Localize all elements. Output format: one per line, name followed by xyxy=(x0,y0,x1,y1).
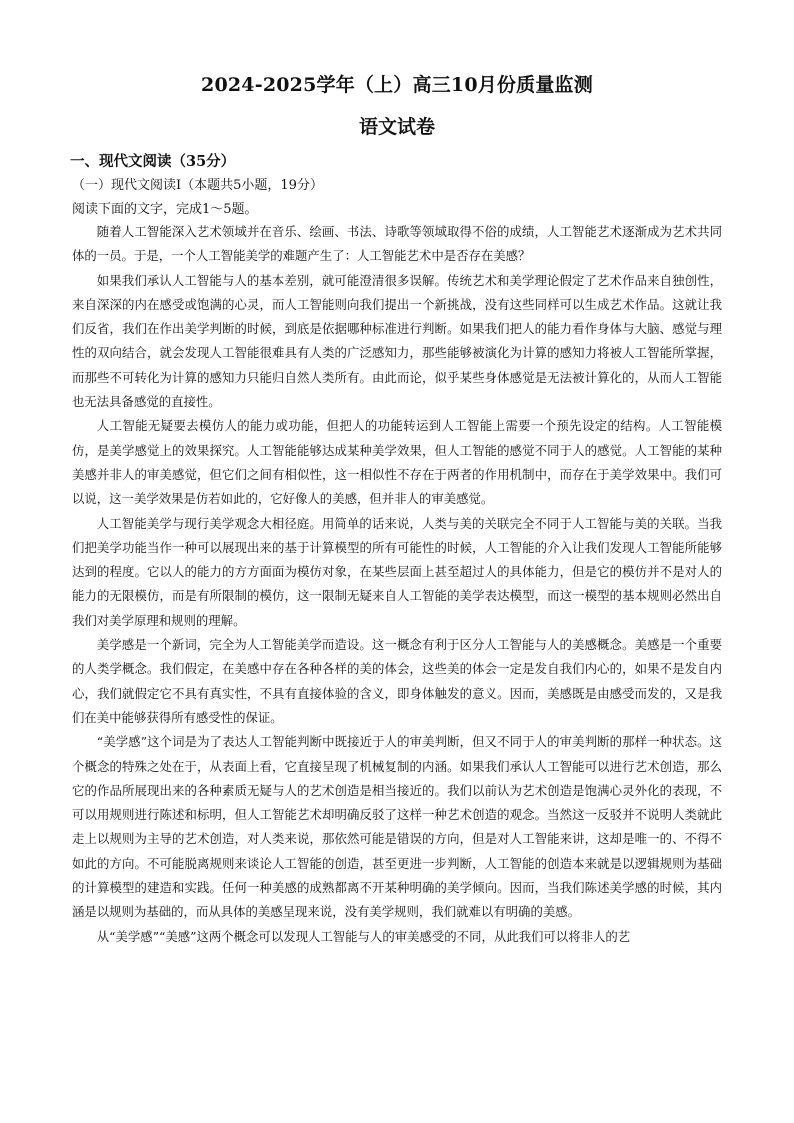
paragraph-5: 美学感是一个新词，完全为人工智能美学而造设。这一概念有利于区分人工智能与人的美感概念。美感是一个重要的人类学概念。我们假定，在美感中存在各种各样的美的体会，这些美的体会一定是发自我们内心的，如果不是发自内心，我们就假定它不具有真实性，不具有直接体验的含义，即身体触发的意义。因而，美感既是由感受而发的，又是我们在美中能够获得所有感受性的保证。 xyxy=(72,637,722,725)
exam-subtitle: 语文试卷 xyxy=(358,116,435,138)
exam-title: 2024-2025学年（上）高三10月份质量监测 xyxy=(201,74,593,96)
section-heading: 一、现代文阅读（35分） xyxy=(70,153,236,170)
paragraph-1: 随着人工智能深入艺术领域并在音乐、绘画、书法、诗歌等领域取得不俗的成绩，人工智能艺术逐渐成为艺术共同体的一员。于是，一个人工智能美学的难题产生了：人工智能艺术中是否存在美感？ xyxy=(72,224,722,264)
sub-section-heading: （一）现代文阅读Ⅰ（本题共5小题，19分） xyxy=(72,178,323,193)
paragraph-4: 人工智能美学与现行美学观念大相径庭。用简单的话来说，人类与美的关联完全不同于人工智能与美的关联。当我们把美学功能当作一种可以展现出来的基于计算模型的所有可能性的时候，人工智能的介入让我们发现人工智能所能够达到的程度。它以人的能力的方方面面为模仿对象，在某些层面上甚至超过人的具体能力，但是它的模仿并不是对人的能力的无限模仿，而是有所限制的模仿，这一限制无疑来自人工智能的美学表达模型，而这一模型的基本规则必然出自我们对美学原理和规则的理解。 xyxy=(72,515,722,628)
reading-instruction: 阅读下面的文字，完成1～5题。 xyxy=(72,202,258,217)
paragraph-6: “美学感”这个词是为了表达人工智能判断中既接近于人的审美判断，但又不同于人的审美判断的那样一种状态。这个概念的特殊之处在于，从表面上看，它直接呈现了机械复制的内涵。如果我们承认人工智能可以进行艺术创造，那么它的作品所展现出来的各种素质无疑与人的艺术创造是相当接近的。我们以前认为艺术创造是饱满心灵外化的表现，不可以用规则进行陈述和标明，但人工智能艺术却明确反驳了这样一种艺术创造的观念。当然这一反驳并不说明人类就此走上以规则为主导的艺术创造，对人类来说，那依然可能是错误的方向，但是对人工智能来讲，这却是唯一的、不得不如此的方向。不可能脱离规则来谈论人工智能的创造，甚至更进一步判断，人工智能的创造本来就是以逻辑规则为基础的计算模型的建造和实践。任何一种美感的成熟都离不开某种明确的美学倾向。因而，当我们陈述美学感的时候，其内涵是以规则为基础的，而从具体的美感呈现来说，没有美学规则，我们就难以有明确的美感。 xyxy=(72,734,722,920)
reading-passage xyxy=(72,220,722,949)
paragraph-7: 从“美学感”“美感”这两个概念可以发现人工智能与人的审美感受的不同，从此我们可以将非人的艺 xyxy=(96,928,631,944)
paragraph-3: 人工智能无疑要去模仿人的能力或功能，但把人的功能转运到人工智能上需要一个预先设定的结构。人工智能模仿，是美学感觉上的效果探究。人工智能能够达成某种美学效果，但人工智能的感觉不同于人的感觉。人工智能的某种美感并非人的审美感觉，但它们之间有相似性，这一相似性不存在于两者的作用机制中，而存在于美学效果中。我们可以说，这一美学效果是仿若如此的，它好像人的美感，但并非人的审美感觉。 xyxy=(72,418,722,507)
paragraph-2: 如果我们承认人工智能与人的基本差别，就可能澄清很多误解。传统艺术和美学理论假定了艺术作品来自独创性，来自深深的内在感受或饱满的心灵，而人工智能则向我们提出一个新挑战，没有这些同样可以生成艺术作品。这就让我们反省，我们在作出美学判断的时候，到底是依据哪种标准进行判断。如果我们把人的能力看作身体与大脑、感觉与理性的双向结合，就会发现人工智能很难具有人类的广泛感知力，那些能够被演化为计算的感知力将被人工智能所掌握，而那些不可转化为计算的感知力只能归自然人类所有。由此而论，似乎某些身体感觉是无法被计算化的，从而人工智能也无法具备感觉的直接性。 xyxy=(72,272,722,410)
